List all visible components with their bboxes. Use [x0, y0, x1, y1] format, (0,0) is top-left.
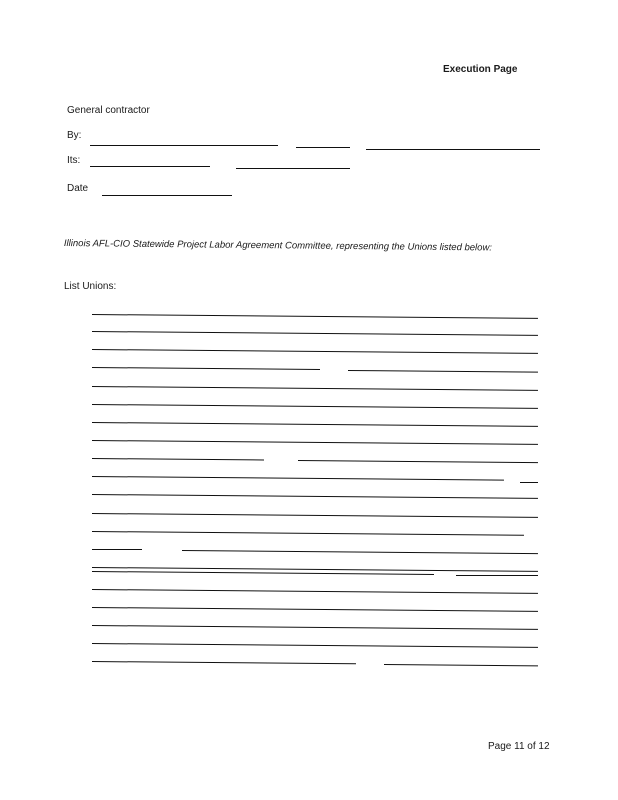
its-line-2[interactable] — [236, 168, 350, 169]
committee-statement: Illinois AFL-CIO Statewide Project Labor Agreement Committee, representing the Unions listed below: — [63, 238, 493, 254]
union-line[interactable] — [384, 664, 538, 666]
its-label: Its: — [67, 155, 81, 166]
by-label: By: — [67, 130, 82, 141]
union-line[interactable] — [456, 575, 538, 576]
union-line[interactable] — [92, 531, 524, 536]
union-line[interactable] — [92, 494, 538, 499]
union-line[interactable] — [92, 404, 538, 409]
union-line[interactable] — [92, 440, 538, 445]
union-line[interactable] — [92, 607, 538, 612]
union-line[interactable] — [520, 482, 538, 483]
union-line[interactable] — [92, 386, 538, 391]
union-line[interactable] — [92, 643, 538, 648]
union-line[interactable] — [92, 513, 538, 518]
union-line[interactable] — [92, 476, 504, 481]
union-line[interactable] — [92, 661, 356, 664]
general-contractor-heading: General contractor — [67, 105, 150, 116]
union-line[interactable] — [92, 625, 538, 630]
page-title: Execution Page — [443, 64, 518, 75]
union-line[interactable] — [92, 422, 538, 427]
union-line[interactable] — [92, 571, 434, 575]
union-line[interactable] — [92, 314, 538, 319]
date-label: Date — [67, 183, 89, 194]
union-line[interactable] — [92, 349, 538, 354]
by-name-line[interactable] — [296, 147, 350, 148]
union-line[interactable] — [92, 549, 142, 550]
list-unions-label: List Unions: — [64, 281, 117, 292]
union-line[interactable] — [92, 367, 320, 370]
its-line-1[interactable] — [90, 166, 210, 167]
union-line[interactable] — [182, 550, 538, 554]
union-line[interactable] — [92, 589, 538, 594]
union-line[interactable] — [92, 331, 538, 336]
by-title-line[interactable] — [366, 149, 540, 150]
union-line[interactable] — [92, 458, 264, 461]
union-line[interactable] — [298, 460, 538, 463]
date-line[interactable] — [102, 195, 232, 196]
union-line[interactable] — [348, 370, 538, 373]
by-signature-line[interactable] — [90, 145, 278, 146]
page-number: Page 11 of 12 — [488, 741, 550, 752]
